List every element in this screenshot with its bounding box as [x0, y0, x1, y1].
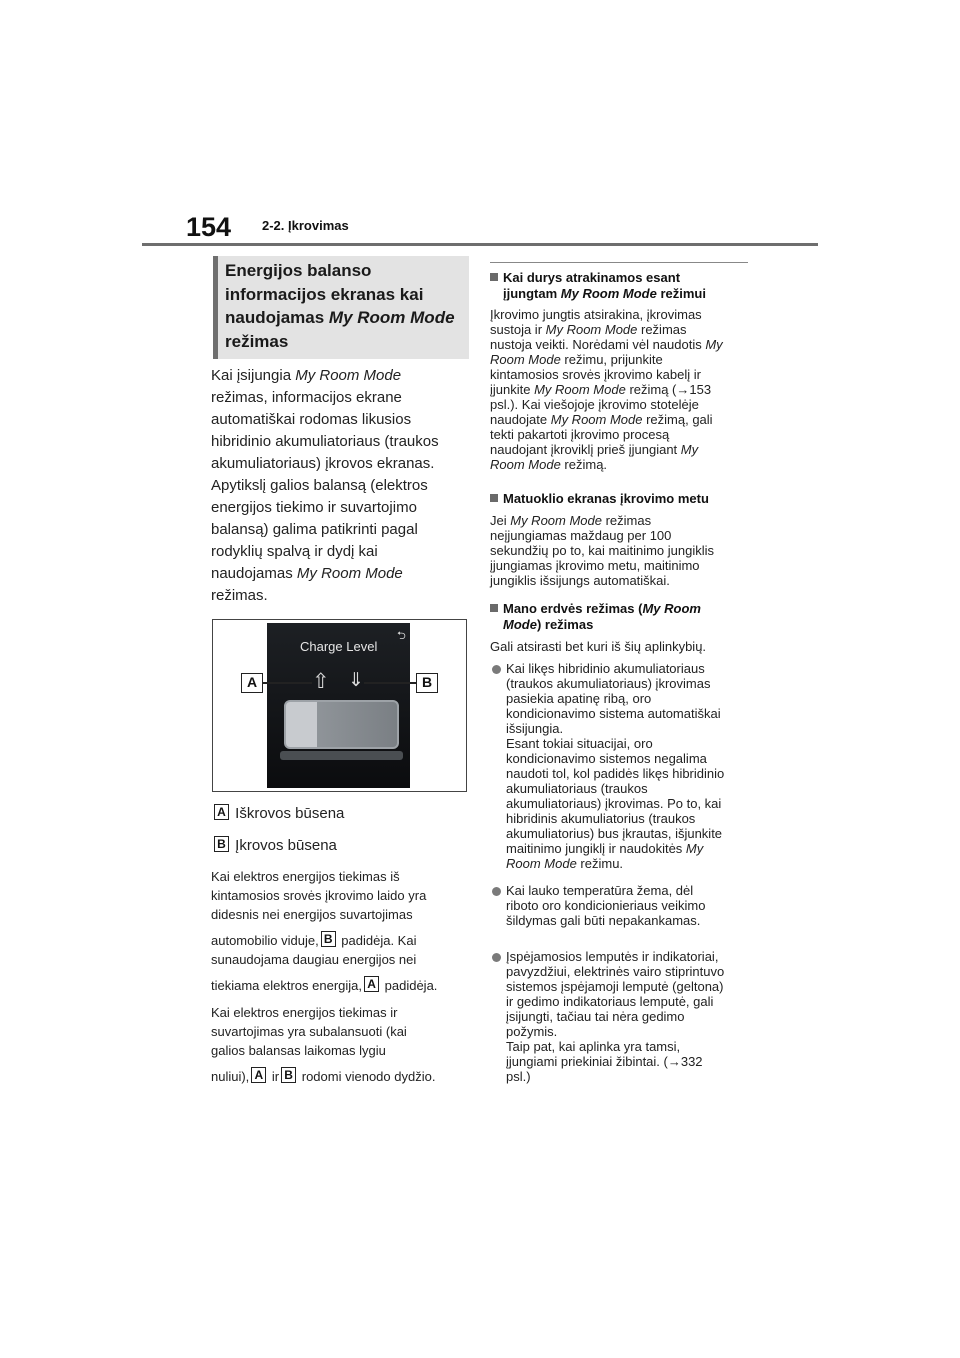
text-line [490, 382, 752, 397]
text: režimu. [576, 856, 624, 871]
italic-text: My [685, 841, 704, 856]
text-line: akumuliatoriaus (traukos [506, 781, 648, 796]
text-line [490, 352, 752, 367]
bullet-item-1 [506, 661, 756, 871]
section-heading-box [213, 256, 469, 359]
screen-title: Charge Level [300, 639, 378, 654]
text: režimą (→153 [625, 382, 712, 397]
callout-line-a [262, 682, 312, 684]
text: režimą, gali [642, 412, 713, 427]
italic-text: Room Mode [506, 856, 577, 871]
italic-text: My Room Mode [550, 412, 643, 427]
text-line: kondicionavimo sistema automatiškai [506, 706, 721, 721]
text: įjungtam [503, 286, 561, 301]
note-line: kintamosios srovės įkrovimo laido yra [211, 888, 427, 903]
note-line [211, 1067, 473, 1086]
italic-text: My Room Mode [560, 286, 657, 301]
text-line: Esant tokiai situacijai, oro [506, 736, 653, 751]
text-line: Kai lauko temperatūra žema, dėl [506, 883, 694, 898]
text: Matuoklio ekranas įkrovimo metu [503, 491, 709, 506]
text-line: sistemos įspėjamoji lemputė (geltona) [506, 979, 724, 994]
note-line [211, 931, 473, 950]
heading-line-4: režimas [225, 331, 289, 351]
note-line: Kai elektros energijos tiekimas iš [211, 869, 400, 884]
text: ) režimas [536, 617, 594, 632]
legend-b [212, 836, 337, 854]
square-bullet-icon [490, 494, 498, 502]
text: naudojant įkroviklį prieš įjungiant [490, 442, 681, 457]
italic-text: My [705, 337, 723, 352]
text: Mano erdvės režimas ( [503, 601, 643, 616]
text-line: Taip pat, kai aplinka yra tamsi, [506, 1039, 681, 1054]
heading-line [490, 617, 752, 633]
heading-line-3 [225, 306, 469, 330]
text: režimu, prijunkite [560, 352, 663, 367]
heading-line-2: informacijos ekranas kai [225, 284, 424, 304]
text: Kai įsijungia [211, 367, 296, 384]
text-line: sekundžių po to, kai maitinimo jungiklis [490, 543, 714, 558]
intro-paragraph [211, 365, 469, 607]
charge-arrow-icon: ⇓ [348, 670, 364, 691]
battery-segments [280, 751, 403, 760]
intro-line: režimas, informacijos ekrane [211, 389, 402, 406]
text-line: neįjungiamas maždaug per 100 [490, 528, 672, 543]
text: Jei [490, 513, 511, 528]
text-line: naudoti tol, kol padidės likęs hibridinio [506, 766, 725, 781]
note-line: sunaudojama daugiau energijos nei [211, 952, 417, 967]
callout-b: B [416, 673, 438, 693]
intro-line: rodyklių spalvą ir dydį kai [211, 543, 378, 560]
callout-a: A [241, 673, 263, 693]
italic-text: My [680, 442, 699, 457]
text-line [490, 457, 752, 472]
text: režimui [656, 286, 706, 301]
intro-line: režimas. [211, 587, 268, 604]
text-line [490, 412, 752, 427]
text-line: požymis. [506, 1024, 558, 1039]
text-line: Įkrovimo jungtis atsirakina, įkrovimas [490, 307, 702, 322]
text: tiekiama elektros energija, [211, 978, 363, 993]
text-line: įjungiami priekiniai žibintai. (→332 [506, 1054, 703, 1069]
intro-line: hibridinio akumuliatoriaus (traukos [211, 433, 439, 450]
right-heading-3 [490, 601, 752, 633]
text-line: pasiekia apatinę ribą, oro [506, 691, 652, 706]
right-heading-2 [490, 491, 752, 507]
italic-text: My Room Mode [545, 322, 638, 337]
text: rodomi vienodo dydžio. [298, 1069, 436, 1084]
section-title: 2-2. Įkrovimas [262, 218, 349, 233]
text-line: (traukos akumuliatoriaus) įkrovimas [506, 676, 711, 691]
intro-line [211, 563, 469, 585]
text: padidėja. [381, 978, 438, 993]
text: nustoja veikti. Norėdami vėl naudotis [490, 337, 706, 352]
intro-line: Apytikslį galios balansą (elektros [211, 477, 428, 494]
text-line [506, 856, 756, 871]
text: nuliui), [211, 1069, 250, 1084]
text: Kai durys atrakinamos esant [503, 270, 681, 285]
heading-line-1: Energijos balanso [225, 261, 372, 280]
text: įjunkite [490, 382, 535, 397]
text-line [506, 841, 756, 856]
bullet-item-3 [506, 949, 756, 1084]
text-line: įsijungti, tačiau tai nėra gedimo [506, 1009, 685, 1024]
text-line: jungiklis išsijungs automatiškai. [490, 573, 670, 588]
legend-text: Įkrovos būsena [235, 837, 337, 854]
italic-text: Mode [503, 617, 537, 632]
badge-a: A [251, 1067, 266, 1083]
text-line: Kai likęs hibridinio akumuliatoriaus [506, 661, 705, 676]
discharge-arrow-icon: ⇧ [312, 670, 330, 693]
text-line: ir gedimo indikatoriaus lemputė, gali [506, 994, 714, 1009]
italic-text: My Room [642, 601, 701, 616]
text-line: kintamosios srovės įkrovimo kabelį ir [490, 367, 701, 382]
heading-line [490, 270, 752, 286]
italic-text: My Room Mode [534, 382, 626, 397]
text-line [490, 442, 752, 457]
heading-italic: My Room Mode [328, 308, 455, 327]
intro-line: balansą) galima patikrinti pagal [211, 521, 418, 538]
heading-line [490, 286, 752, 302]
callout-line-b [364, 682, 416, 684]
text: sustoja ir [490, 322, 546, 337]
intro-line: automatiškai rodomas likusios [211, 411, 412, 428]
text-line: hibridinis akumuliatorius (traukos [506, 811, 696, 826]
text-line: akumuliatoriaus) įkrovimas. Po to, kai [506, 796, 722, 811]
right-heading-1 [490, 270, 752, 302]
text: naudojate [490, 412, 551, 427]
back-icon: ⮌ [397, 630, 406, 642]
text-line: tekti pakartoti įkrovimo procesą [490, 427, 670, 442]
bullet-dot-icon [492, 953, 501, 962]
text: maitinimo jungiklį ir naudokitės [506, 841, 686, 856]
text: naudojamas [211, 565, 297, 582]
note-line: suvartojimas yra subalansuoti (kai [211, 1024, 407, 1039]
intro-line: energijos tiekimo ir suvartojimo [211, 499, 417, 516]
text-line [490, 322, 752, 337]
heading-line [490, 601, 752, 617]
note-line: Kai elektros energijos tiekimas ir [211, 1005, 398, 1020]
note-line [211, 976, 473, 995]
text-line: išsijungia. [506, 721, 564, 736]
battery-gauge [284, 700, 399, 749]
right-column-divider [490, 262, 748, 263]
text: režimas [637, 322, 687, 337]
italic-text: My Room Mode [296, 565, 403, 582]
text-line: kondicionavimo sistemos negalima [506, 751, 707, 766]
heading-text: naudojamas [225, 308, 329, 327]
intro-line: akumuliatoriaus) įkrovos ekranas. [211, 455, 435, 472]
header-divider [142, 243, 818, 246]
badge-b: B [214, 836, 229, 852]
intro-line [211, 365, 469, 387]
note-paragraph-1 [211, 867, 473, 995]
page-number: 154 [186, 212, 232, 242]
bullet-item-2 [506, 883, 756, 928]
text: automobilio viduje, [211, 933, 319, 948]
right-paragraph-3: Gali atsirasti bet kuri iš šių aplinkybių. [490, 639, 707, 654]
text: padidėja. Kai [337, 933, 417, 948]
text-line [490, 513, 752, 528]
note-line: didesnis nei energijos suvartojimas [211, 907, 413, 922]
badge-a: A [364, 976, 379, 992]
text-line: psl.) [506, 1069, 531, 1084]
text: režimas [601, 513, 652, 528]
note-line: galios balansas laikomas lygiu [211, 1043, 386, 1058]
badge-b: B [281, 1067, 296, 1083]
note-paragraph-2 [211, 1003, 473, 1086]
italic-text: Room Mode [490, 457, 561, 472]
italic-text: My Room Mode [295, 367, 402, 384]
right-paragraph-2 [490, 513, 752, 588]
italic-text: My Room Mode [510, 513, 602, 528]
right-paragraph-1 [490, 307, 752, 472]
square-bullet-icon [490, 273, 498, 281]
square-bullet-icon [490, 604, 498, 612]
text-line: Įspėjamosios lemputės ir indikatoriai, [506, 949, 719, 964]
text-line [490, 337, 752, 352]
text-line: įjungiamas įkrovimo metu, maitinimo [490, 558, 700, 573]
text-line: šildymas gali būti nepakankamas. [506, 913, 701, 928]
text-line: pavyzdžiui, elektrinės vairo stiprintuvo [506, 964, 725, 979]
bullet-dot-icon [492, 665, 501, 674]
bullet-dot-icon [492, 887, 501, 896]
badge-a: A [214, 804, 229, 820]
text-line: riboto oro kondicionieriaus veikimo [506, 898, 706, 913]
text-line: psl.). Kai viešojoje įkrovimo stotelėje [490, 397, 699, 412]
text: ir [268, 1069, 280, 1084]
legend-text: Iškrovos būsena [235, 805, 345, 822]
text-line: akumuliatorius) bus įkrautas, išjunkite [506, 826, 723, 841]
legend-a [212, 804, 344, 822]
italic-text: Room Mode [490, 352, 561, 367]
badge-b: B [321, 931, 336, 947]
text: režimą. [560, 457, 608, 472]
